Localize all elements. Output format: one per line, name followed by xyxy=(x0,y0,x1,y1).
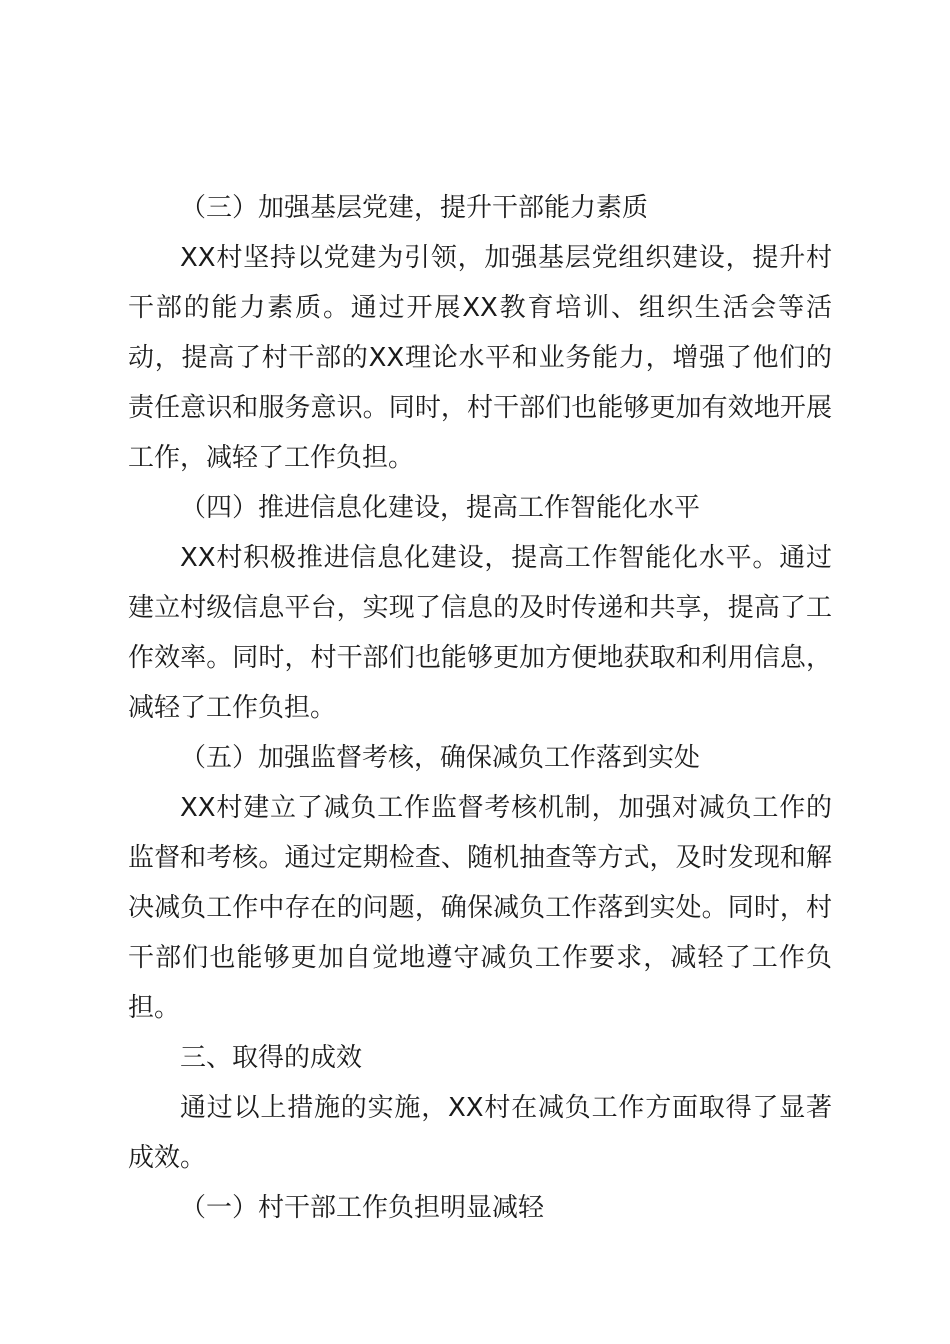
section-heading-4: （四）推进信息化建设，提高工作智能化水平 xyxy=(180,493,701,523)
results-heading-1: （一）村干部工作负担明显减轻 xyxy=(180,1193,545,1223)
paragraph-informatization: XX村积极推进信息化建设，提高工作智能化水平。通过建立村级信息平台，实现了信息的及时传递和共享，提高了工作效率。同时，村干部们也能够更加方便地获取和利用信息，减轻了工作负担。 xyxy=(128,543,832,723)
section-heading-5: （五）加强监督考核，确保减负工作落到实处 xyxy=(180,743,701,773)
paragraph-supervision: XX村建立了减负工作监督考核机制，加强对减负工作的监督和考核。通过定期检查、随机抽查等方式，及时发现和解决减负工作中存在的问题，确保减负工作落到实处。同时，村干部们也能够更加自觉地遵守减负工作要求，减轻了工作负担。 xyxy=(128,793,832,1023)
document-body xyxy=(128,183,832,1233)
chapter-heading-results: 三、取得的成效 xyxy=(180,1043,363,1073)
paragraph-results-intro: 通过以上措施的实施，XX村在减负工作方面取得了显著成效。 xyxy=(128,1093,832,1173)
section-heading-3: （三）加强基层党建，提升干部能力素质 xyxy=(180,193,649,223)
paragraph-party-building: XX村坚持以党建为引领，加强基层党组织建设，提升村干部的能力素质。通过开展XX教育培训、组织生活会等活动，提高了村干部的XX理论水平和业务能力，增强了他们的责任意识和服务意识。同时，村干部们也能够更加有效地开展工作，减轻了工作负担。 xyxy=(128,243,832,473)
